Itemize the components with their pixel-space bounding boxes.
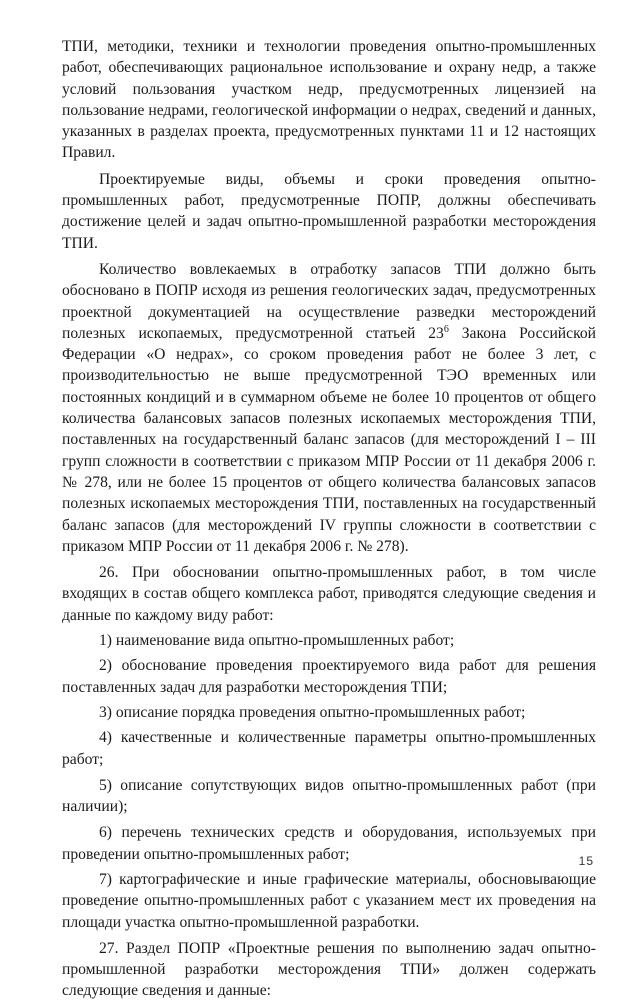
paragraph-reserves <box>62 259 596 557</box>
reserves-text-start: Количество вовлекаемых в отработку запасов ТПИ должно быть обосновано в ПОПР исходя из решения геологических задач, предусмотренных проектной документацией на осуществление разведки месторождений полезных ископаемых, предусмотренной статьей 23 <box>62 260 596 342</box>
clause-27: 27. Раздел ПОПР «Проектные решения по выполнению задач опытно-промышленной разработки месторождения ТПИ» должен содержать следующие сведения и данные: <box>62 939 596 1000</box>
clause-26: 26. При обосновании опытно-промышленных работ, в том числе входящих в состав общего комплекса работ, приводятся следующие сведения и данные по каждому виду работ: <box>62 564 596 624</box>
list-item: 3) описание порядка проведения опытно-промышленных работ; <box>99 703 526 721</box>
paragraph-continuation: ТПИ, методики, техники и технологии проведения опытно-промышленных работ, обеспечивающих рациональное использование и охрану недр, а также условий пользования участком недр, предусмотренных лицензией на пользование недрами, геологической информации о недрах, сведений и данных, указанных в разделах проекта, предусмотренных пунктами 11 и 12 настоящих Правил. <box>62 38 596 162</box>
list-item: 7) картографические и иные графические материалы, обосновывающие проведение опытно-промышленных работ с указанием мест их проведения на площади участка опытно-промышленной разработки. <box>62 870 596 931</box>
footnote-superscript: 6 <box>443 323 449 335</box>
paragraph-planned-works: Проектируемые виды, объемы и сроки проведения опытно-промышленных работ, предусмотренные ПОПР, должны обеспечивать достижение целей и задач опытно-промышленной разработки месторождения ТПИ. <box>62 170 596 252</box>
list-item: 4) качественные и количественные параметры опытно-промышленных работ; <box>62 729 596 768</box>
reserves-text-end: Закона Российской Федерации «О недрах», со сроком проведения работ не более 3 лет, с производительностью не выше предусмотренной ТЭО временных или постоянных кондиций и в суммарном объеме не более 10 процентов от общего количества балансовых запасов полезных ископаемых месторождения ТПИ, поставленных на государственный баланс запасов (для месторождений I – III групп сложности в соответствии с приказом МПР России от 11 декабря 2006 г. № 278, или не более 15 процентов от общего количества балансовых запасов полезных ископаемых месторождения ТПИ, поставленных на государственный баланс запасов (для месторождений IV группы сложности в соответствии с приказом МПР России от 11 декабря 2006 г. № 278). <box>62 324 596 555</box>
list-item: 2) обоснование проведения проектируемого вида работ для решения поставленных задач для разработки месторождения ТПИ; <box>62 657 596 696</box>
list-item: 6) перечень технических средств и оборудования, используемых при проведении опытно-промышленных работ; <box>62 824 596 863</box>
document-page <box>62 36 596 1002</box>
page-number: 15 <box>578 854 594 868</box>
list-item: 1) наименование вида опытно-промышленных работ; <box>99 632 455 650</box>
list-item: 5) описание сопутствующих видов опытно-промышленных работ (при наличии); <box>62 776 596 816</box>
